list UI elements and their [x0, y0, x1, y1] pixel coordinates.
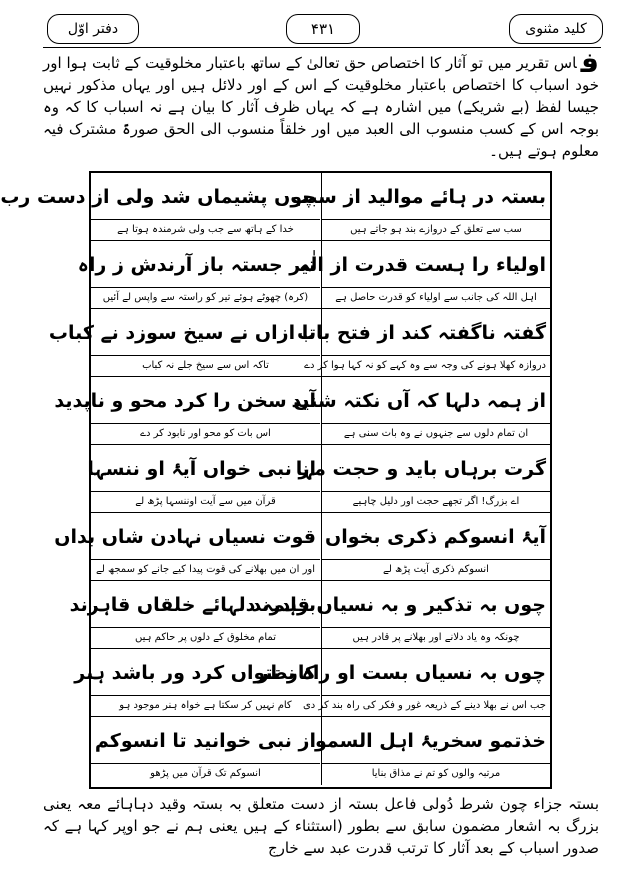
urdu-translation: ان تمام دلوں سے جنہوں نے وہ بات سنی ہے — [343, 428, 529, 439]
persian-verse: چوں پشیماں شد ولی از دست رب — [0, 186, 316, 208]
verse-cell-left — [48, 309, 320, 376]
verse-row — [77, 241, 550, 309]
persian-verse: چوں بہ نسیاں بست او راہ نظر — [257, 662, 546, 684]
verse-cell-right — [295, 445, 550, 512]
verse-cell-right — [321, 513, 550, 580]
verse-cell-right — [291, 377, 550, 444]
urdu-translation: کام نہیں کر سکتا ہے خواہ ہنر موجود ہو — [119, 700, 292, 711]
urdu-translation: اے بزرگ! اگر تجھے حجت اور دلیل چاہیے — [352, 496, 520, 507]
persian-verse: از ہمہ دلہا کہ آں نکتہ شنید — [291, 390, 546, 412]
intro-text: اس تقریر میں تو آثار کا اختصاص حق تعالیٰ کے ساتھ باعتبار مخلوقیت کے ثابت ہوا اور خود اسباب کا اختصاص باعتبار مخلوقیت کے اس کے اور دلائل ہیں اور یہاں مذکور نہیں جیسا لفظ (بے شریکے) میں اشارہ ہے کہ یہاں ظرف آثار کا بیان ہے نہ اسباب کا کہ وہ بوجہ اس کے کسب منسوب الی العبد میں اور خلقاً منسوب الی الحق صورۃً مشترک فیہ معلوم ہوتے ہیں۔ — [43, 54, 599, 160]
header-divider — [43, 47, 601, 48]
verse-cell-left — [74, 649, 320, 716]
persian-verse: از نبی خوانید تا انسوکم — [94, 730, 316, 752]
verse-row — [91, 717, 550, 785]
verse-row — [54, 377, 550, 445]
urdu-translation: مرتبہ والوں کو تم نے مذاق بنایا — [371, 768, 501, 779]
verse-cell-left — [0, 173, 320, 240]
persian-verse: برہمہ دلہائے خلقاں قاہرند — [69, 594, 316, 616]
verse-cell-right — [315, 717, 550, 785]
verse-row — [0, 173, 550, 241]
verse-row — [69, 581, 550, 649]
persian-verse: گرت برہاں باید و حجت مہا — [295, 458, 546, 480]
book-title-badge: کلید مثنوی — [509, 14, 603, 44]
urdu-translation: انسوکم تک قرآن میں پڑھو — [150, 768, 261, 779]
persian-verse: از نبی خواں آیۂ او ننسہا — [87, 458, 316, 480]
verse-cell-right — [290, 173, 550, 240]
verse-cell-right — [299, 241, 550, 308]
volume-badge: دفتر اوّل — [47, 14, 139, 44]
urdu-translation: چونکہ وہ یاد دلانے اور بھلانے پر قادر ہیں — [352, 632, 520, 643]
urdu-translation: خدا کے ہاتھ سے جب ولی شرمندہ ہوتا ہے — [117, 224, 294, 235]
persian-verse: اولیاء را ہست قدرت از الٰہ — [299, 254, 546, 276]
persian-verse: آں سخن را کرد محو و ناپدید — [54, 390, 316, 412]
verse-cell-left — [69, 581, 320, 648]
persian-verse: خذتمو سخریۂ اہل السمو — [315, 730, 546, 752]
urdu-translation: (کرہ) چھوٹے ہوئے تیر کو راستہ سے واپس لے آئیں — [102, 292, 309, 303]
persian-verse: آیۂ انسوکم ذکری بخواں — [325, 526, 546, 548]
outro-paragraph: بستہ جزاء چون شرط دُولی فاعل بستہ از دست متعلق بہ بستہ وقید دہاہائے معہ یعنی بزرگ بہ اشعار مضمون سابق سے بطور (استثناء کے ہیں یعنی ہم نے جو اوپر کہا ہے کہ صدور اسباب کے بعد آثار کا ترتب قدرت عبد سے خارج — [43, 795, 599, 857]
persian-verse: کار نتواں کرد ور باشد ہنر — [74, 662, 316, 684]
urdu-translation: قرآن میں سے آیت اوننسہا پڑھ لے — [135, 496, 276, 507]
page-number-badge: ۴۳۱ — [286, 14, 360, 44]
verse-cell-right — [257, 649, 550, 716]
urdu-translation: دروازہ کھلا ہونے کی وجہ سے وہ کہے کو نہ کہا ہوا کر دے — [304, 360, 546, 371]
page-header — [21, 10, 621, 46]
urdu-translation: انسوکم ذکری آیت پڑھ لے — [383, 564, 489, 575]
intro-paragraph — [43, 46, 599, 162]
verse-cell-left — [54, 377, 320, 444]
persian-verse: بستہ در ہائے موالید از سبب — [290, 186, 546, 208]
persian-verse: تا ازاں نے سیخ سوزد نے کباب — [48, 322, 316, 344]
verse-row — [87, 445, 550, 513]
verse-cell-left — [77, 241, 320, 308]
urdu-translation: اہل اللہ کی جانب سے اولیاء کو قدرت حاصل ہے — [335, 292, 537, 303]
verse-cell-left — [54, 513, 320, 580]
verse-cell-left — [91, 717, 320, 785]
verse-row — [48, 309, 550, 377]
urdu-translation: جب اس نے بھلا دینے کے ذریعہ غور و فکر کی راہ بند کر دی — [302, 700, 546, 711]
lead-letter: ف — [580, 46, 599, 79]
urdu-translation: تمام مخلوق کے دلوں پر حاکم ہیں — [135, 632, 276, 643]
persian-verse: قوت نسیاں نہادن شاں بداں — [54, 526, 316, 548]
verse-row — [54, 513, 550, 581]
verse-row — [74, 649, 550, 717]
verse-cell-right — [296, 309, 550, 376]
verse-cell-left — [87, 445, 320, 512]
persian-verse: چوں بہ تذکیر و بہ نسیاں قادرند — [251, 594, 546, 616]
urdu-translation: اور ان میں بھلانے کی قوت پیدا کیے جانے کو سمجھ لے — [95, 564, 316, 575]
verse-table — [0, 171, 552, 789]
urdu-translation: اس بات کو محو اور نابود کر دے — [140, 428, 271, 439]
verse-cell-right — [251, 581, 550, 648]
urdu-translation: تاکہ اس سے سیخ جلے نہ کباب — [142, 360, 269, 371]
persian-verse: گفتہ ناگفتہ کند از فتح باب — [296, 322, 546, 344]
urdu-translation: سب سے تعلق کے دروازے بند ہو جاتے ہیں — [350, 224, 522, 235]
persian-verse: تیر جستہ باز آرندش ز راہ — [77, 254, 316, 276]
